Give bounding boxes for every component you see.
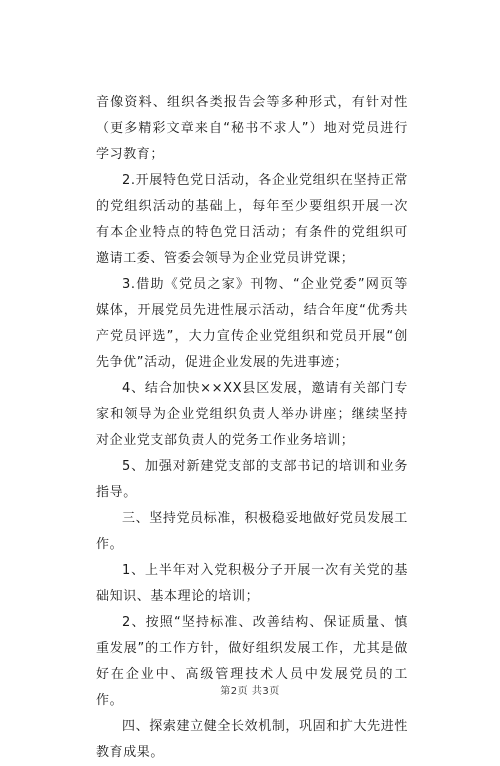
paragraph: 1、上半年对入党积极分子开展一次有关党的基础知识、基本理论的培训； xyxy=(96,563,408,604)
paragraph: 2.开展特色党日活动，各企业党组织在坚持正常的党组织活动的基础上，每年至少要组织开展一次有本企业特点的特色党日活动；有条件的党组织可邀请工委、管委会领导为企业党员讲党课； xyxy=(96,173,408,266)
paragraph: 音像资料、组织各类报告会等多种形式，有针对性（更多精彩文章来自“秘书不求人”）地对党员进行学习教育； xyxy=(96,95,408,162)
paragraph: 4、结合加快××XX县区发展，邀请有关部门专家和领导为企业党组织负责人举办讲座；继续坚持对企业党支部负责人的党务工作业务培训； xyxy=(96,381,408,448)
document-body xyxy=(96,90,408,766)
paragraph: 三、坚持党员标准，积极稳妥地做好党员发展工作。 xyxy=(96,511,408,552)
paragraph: 2、按照“坚持标准、改善结构、保证质量、慎重发展”的工作方针，做好组织发展工作，尤其是做好在企业中、高级管理技术人员中发展党员的工作。 xyxy=(96,615,408,708)
page-footer: 第2页 共3页 xyxy=(220,686,280,697)
paragraph: 3.借助《党员之家》刊物、“企业党委”网页等媒体，开展党员先进性展示活动，结合年度“优秀共产党员评选”，大力宣传企业党组织和党员开展“创先争优”活动，促进企业发展的先进事迹； xyxy=(96,277,408,370)
paragraph: 四、探索建立健全长效机制，巩固和扩大先进性教育成果。 xyxy=(96,719,408,760)
paragraph: 5、加强对新建党支部的支部书记的培训和业务指导。 xyxy=(96,459,408,500)
